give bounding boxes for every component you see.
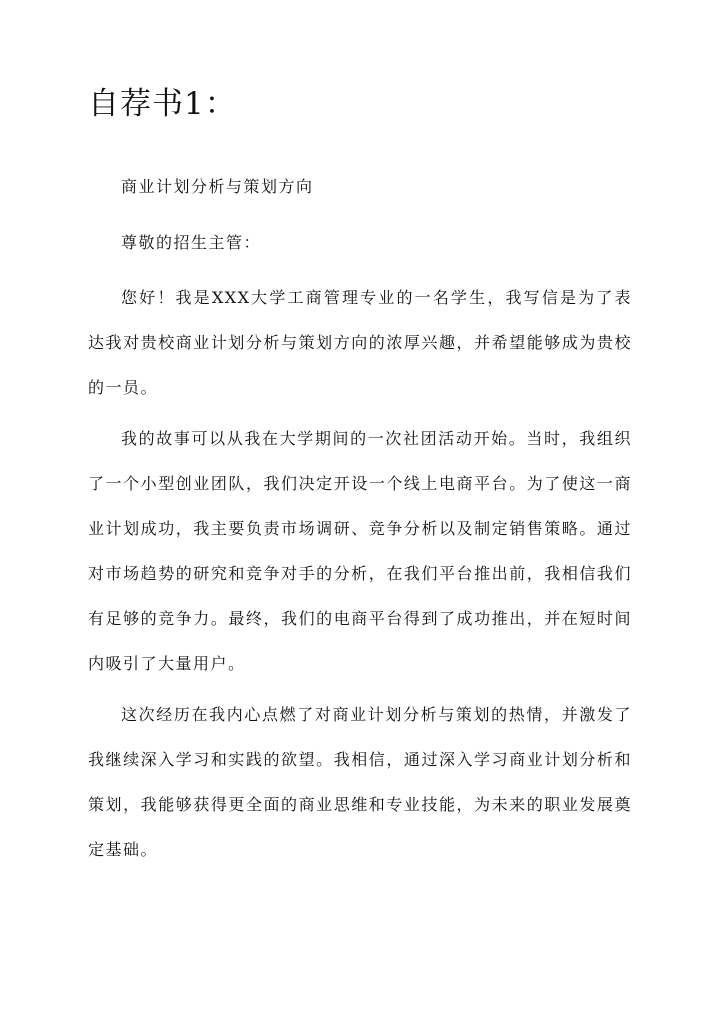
document-subtitle: 商业计划分析与策划方向 bbox=[121, 177, 314, 196]
paragraph-intro: 您好！我是XXX大学工商管理专业的一名学生，我写信是为了表达我对贵校商业计划分析与策划方向的浓厚兴趣，并希望能够成为贵校的一员。 bbox=[88, 288, 632, 397]
salutation: 尊敬的招生主管： bbox=[121, 233, 262, 252]
paragraph-impact: 这次经历在我内心点燃了对商业计划分析与策划的热情，并激发了我继续深入学习和实践的欲望。我相信，通过深入学习商业计划分析和策划，我能够获得更全面的商业思维和专业技能，为未来的职业发展奠定基础。 bbox=[88, 705, 632, 859]
paragraph-story: 我的故事可以从我在大学期间的一次社团活动开始。当时，我组织了一个小型创业团队，我们决定开设一个线上电商平台。为了使这一商业计划成功，我主要负责市场调研、竞争分析以及制定销售策略。通过对市场趋势的研究和竞争对手的分析，在我们平台推出前，我相信我们有足够的竞争力。最终，我们的电商平台得到了成功推出，并在短时间内吸引了大量用户。 bbox=[88, 429, 632, 673]
document-title: 自荐书1： bbox=[88, 86, 237, 122]
